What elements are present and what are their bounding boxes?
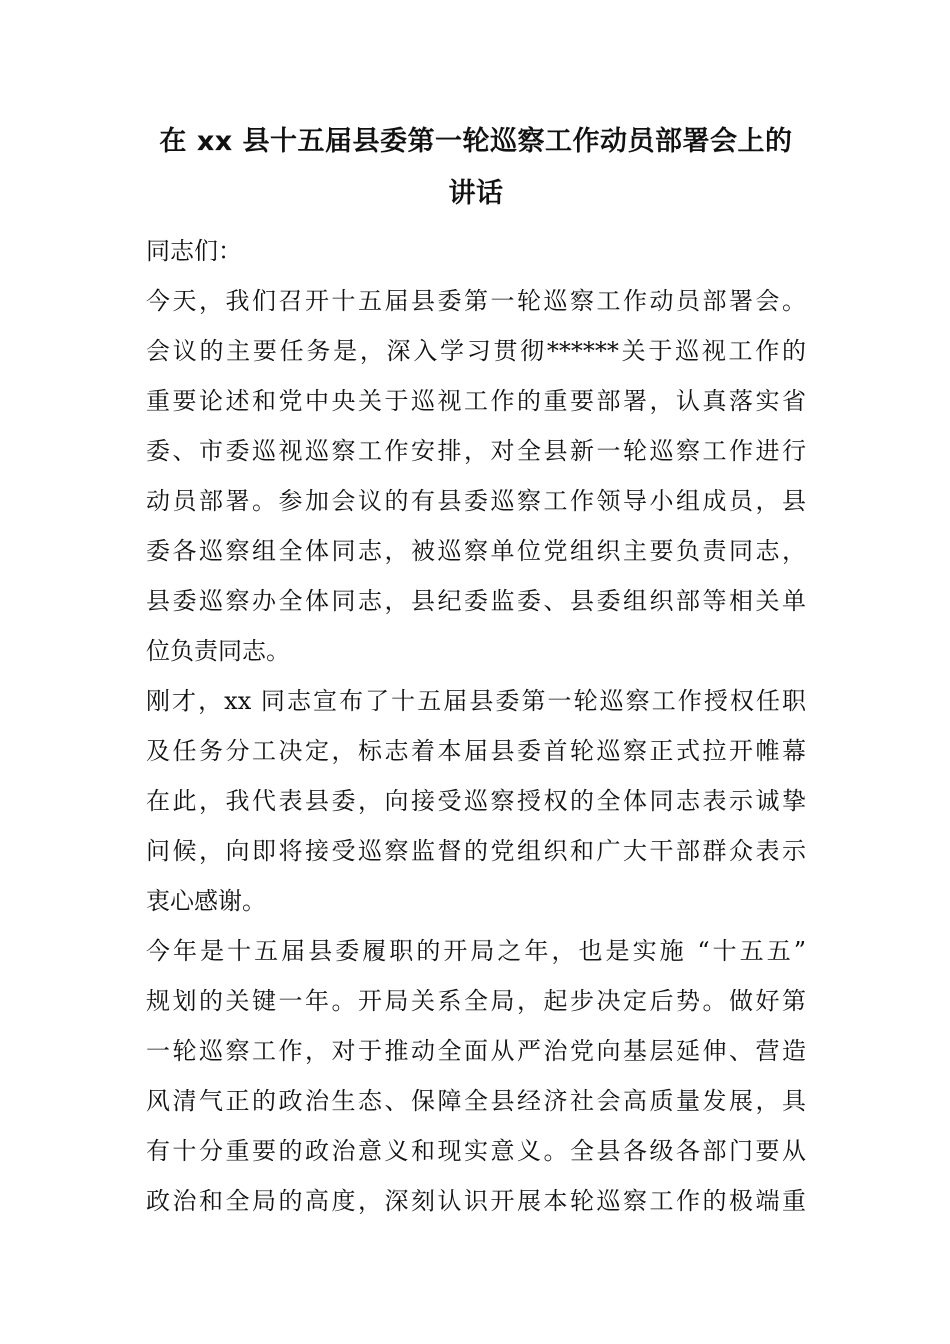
text-line: 刚才，xx 同志宣布了十五届县委第一轮巡察工作授权任职 (146, 687, 806, 715)
text-line: 政治和全局的高度，深刻认识开展本轮巡察工作的极端重 (146, 1187, 806, 1215)
text-line: 及任务分工决定，标志着本届县委首轮巡察正式拉开帷幕 (146, 737, 806, 765)
text-line: 县委巡察办全体同志，县纪委监委、县委组织部等相关单 (146, 587, 806, 615)
body-paragraph (146, 276, 806, 676)
text-line: 规划的关键一年。开局关系全局，起步决定后势。做好第 (146, 987, 806, 1015)
text-line: 今天，我们召开十五届县委第一轮巡察工作动员部署会。 (146, 287, 806, 315)
salutation-paragraph (146, 226, 806, 276)
title-line: 在 xx 县十五届县委第一轮巡察工作动员部署会上的 (159, 126, 793, 157)
text-line: 委各巡察组全体同志，被巡察单位党组织主要负责同志， (146, 537, 806, 565)
text-line: 同志们： (146, 237, 242, 265)
text-line: 今年是十五届县委履职的开局之年，也是实施 “十五五” (146, 937, 806, 965)
text-line: 会议的主要任务是，深入学习贯彻******关于巡视工作的 (146, 337, 806, 365)
text-line: 位负责同志。 (146, 637, 290, 665)
body-paragraph (146, 926, 806, 1226)
document-body (146, 226, 806, 1226)
document-title (146, 116, 806, 220)
body-paragraph (146, 676, 806, 926)
text-line: 重要论述和党中央关于巡视工作的重要部署，认真落实省 (146, 387, 806, 415)
text-line: 委、市委巡视巡察工作安排，对全县新一轮巡察工作进行 (146, 437, 806, 465)
text-line: 问候，向即将接受巡察监督的党组织和广大干部群众表示 (146, 837, 806, 865)
title-line: 讲话 (448, 178, 504, 209)
text-line: 有十分重要的政治意义和现实意义。全县各级各部门要从 (146, 1137, 806, 1165)
text-line: 衷心感谢。 (146, 887, 266, 915)
text-line: 动员部署。参加会议的有县委巡察工作领导小组成员，县 (146, 487, 806, 515)
text-line: 风清气正的政治生态、保障全县经济社会高质量发展，具 (146, 1087, 806, 1115)
text-line: 在此，我代表县委，向接受巡察授权的全体同志表示诚挚 (146, 787, 806, 815)
text-line: 一轮巡察工作，对于推动全面从严治党向基层延伸、营造 (146, 1037, 806, 1065)
